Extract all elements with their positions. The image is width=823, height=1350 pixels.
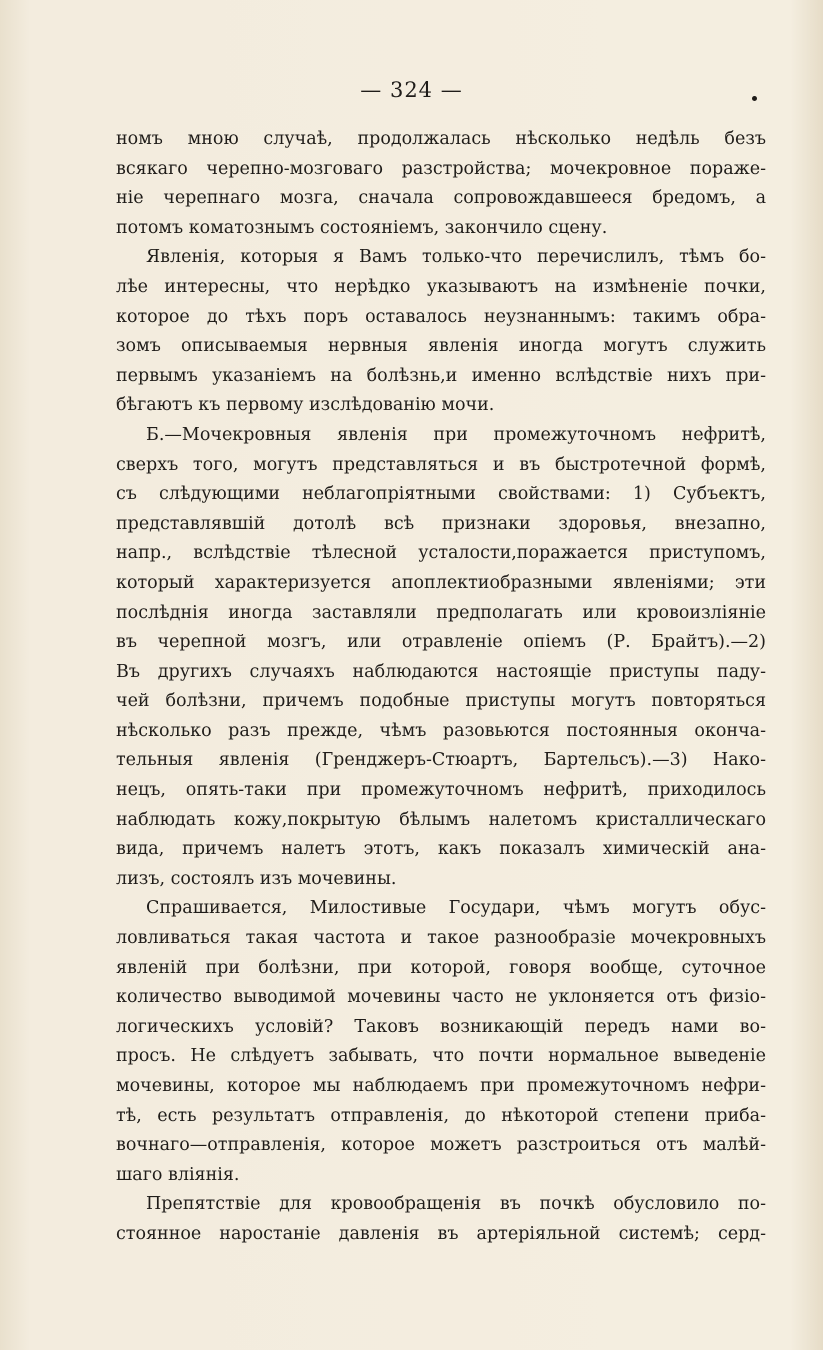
text-line: тельныя явленія (Гренджеръ-Стюартъ, Бартельсъ).—3) Нако- [116, 750, 766, 771]
text-line: вочнаго—отправленія, которое можетъ разстроиться отъ малѣй- [116, 1135, 766, 1156]
text-line: съ слѣдующими неблагопріятными свойствами: 1) Субъектъ, [116, 484, 766, 505]
text-line: вида, причемъ налетъ этотъ, какъ показалъ химическій ана- [116, 839, 766, 860]
text-line: лизъ, состоялъ изъ мочевины. [116, 868, 397, 889]
text-line: логическихъ условій? Таковъ возникающій передъ нами во- [116, 1016, 766, 1037]
text-line: потомъ коматознымъ состояніемъ, закончило сцену. [116, 217, 608, 238]
text-line: количество выводимой мочевины часто не уклоняется отъ физіо- [116, 987, 766, 1008]
text-line: Препятствіе для кровообращенія въ почкѣ обусловило по- [146, 1194, 766, 1215]
print-speck [752, 96, 757, 101]
text-line: просъ. Не слѣдуетъ забывать, что почти нормальное выведеніе [116, 1046, 766, 1067]
text-line: представлявшій дотолѣ всѣ признаки здоровья, внезапно, [116, 513, 766, 534]
text-line: чей болѣзни, причемъ подобные приступы могутъ повторяться [116, 691, 766, 712]
text-line: Б.—Мочекровныя явленія при промежуточномъ нефритѣ, [146, 424, 766, 445]
text-line: первымъ указаніемъ на болѣзнь,и именно вслѣдствіе нихъ при- [116, 365, 766, 386]
text-line: лѣе интересны, что нерѣдко указываютъ на измѣненіе почки, [116, 276, 766, 297]
text-line: явленій при болѣзни, при которой, говоря вообще, суточное [116, 957, 766, 978]
text-line: напр., вслѣдствіе тѣлесной усталости,поражается приступомъ, [116, 543, 766, 564]
text-line: Явленія, которыя я Вамъ только-что перечислилъ, тѣмъ бо- [146, 247, 766, 268]
text-line: всякаго черепно-мозговаго разстройства; мочекровное пораже- [116, 158, 766, 179]
text-line: который характеризуется апоплектиобразными явленіями; эти [116, 572, 766, 593]
text-line: ніе черепнаго мозга, сначала сопровождавшееся бредомъ, а [116, 188, 766, 209]
page-text [116, 125, 766, 1250]
text-line: мочевины, которое мы наблюдаемъ при промежуточномъ нефри- [116, 1076, 766, 1096]
text-line: въ черепной мозгъ, или отравленіе опіемъ (Р. Брайтъ).—2) [116, 632, 766, 653]
text-line: ловливаться такая частота и такое разнообразіе мочекровныхъ [116, 928, 766, 949]
page-number: — 324 — [360, 78, 463, 102]
text-line: нѣсколько разъ прежде, чѣмъ разовьются постоянныя оконча- [116, 720, 766, 741]
text-line: наблюдать кожу,покрытую бѣлымъ налетомъ кристаллическаго [116, 809, 766, 830]
text-line: Въ другихъ случаяхъ наблюдаются настоящіе приступы паду- [116, 661, 766, 682]
text-line: шаго вліянія. [116, 1164, 240, 1185]
text-line: тѣ, есть результатъ отправленія, до нѣкоторой степени приба- [116, 1105, 766, 1126]
text-line: нецъ, опять-таки при промежуточномъ нефритѣ, приходилось [116, 780, 766, 801]
text-line: бѣгаютъ къ первому изслѣдованію мочи. [116, 395, 495, 416]
text-line: номъ мною случаѣ, продолжалась нѣсколько недѣль безъ [116, 129, 766, 149]
text-line: сверхъ того, могутъ представляться и въ быстротечной формѣ, [116, 454, 766, 475]
text-line: которое до тѣхъ поръ оставалось неузнаннымъ: такимъ обра- [116, 306, 766, 327]
text-line: Спрашивается, Милостивые Государи, чѣмъ могутъ обус- [146, 898, 766, 919]
text-line: зомъ описываемыя нервныя явленія иногда могутъ служить [116, 336, 766, 357]
text-line: стоянное наростаніе давленія въ артеріяльной системѣ; серд- [116, 1223, 766, 1244]
text-line: послѣднія иногда заставляли предполагать или кровоизліяніе [116, 602, 766, 623]
